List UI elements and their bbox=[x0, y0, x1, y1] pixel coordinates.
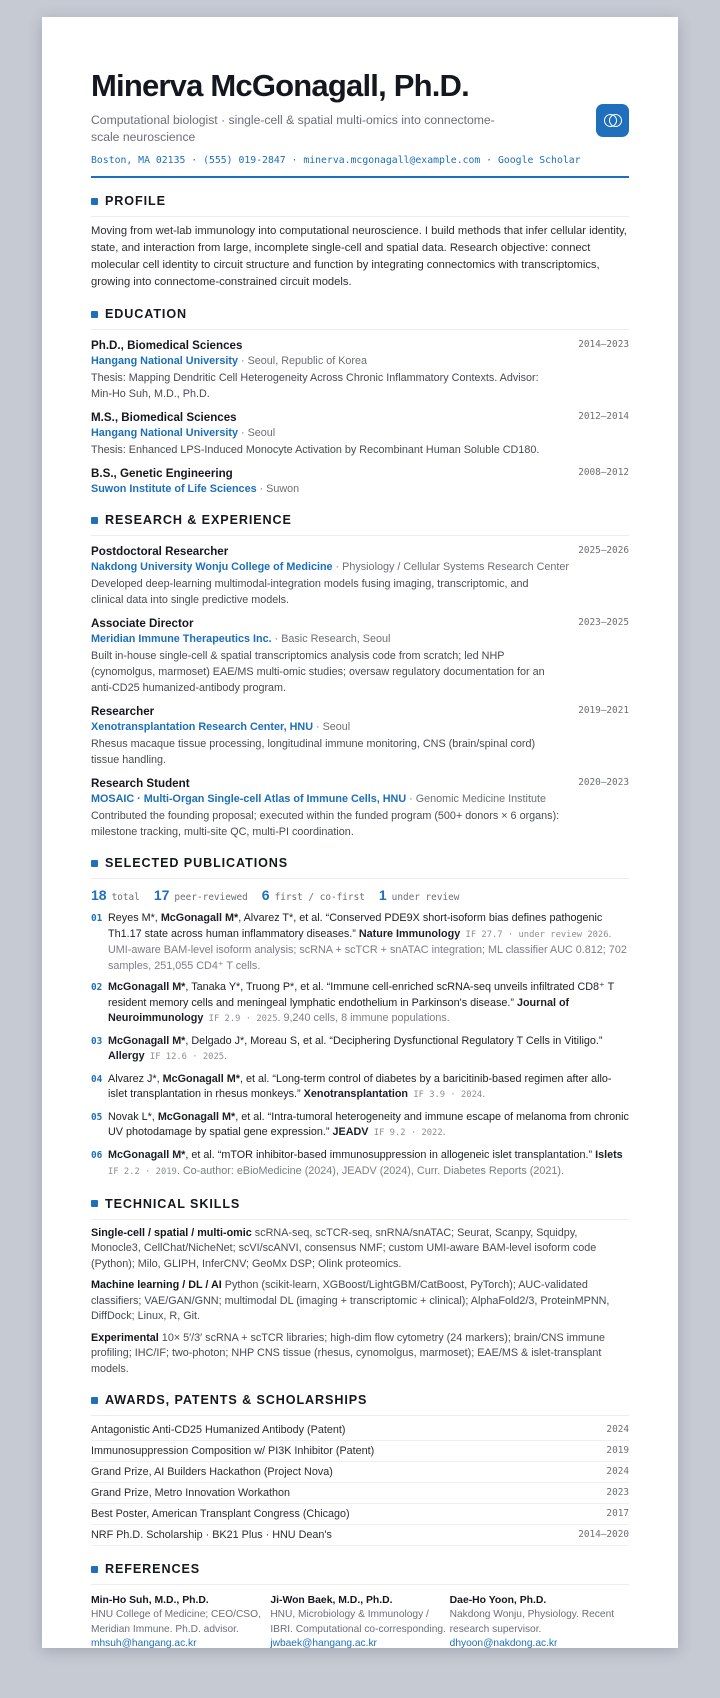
reference-name: Min-Ho Suh, M.D., Ph.D. bbox=[91, 1595, 209, 1606]
research-entry bbox=[91, 776, 629, 840]
section-header bbox=[91, 1559, 629, 1585]
institution-name[interactable]: MOSAIC · Multi-Organ Single-cell Atlas of Immune Cells, HNU bbox=[91, 793, 407, 805]
section-header bbox=[91, 1390, 629, 1416]
role-title: Postdoctoral Researcher bbox=[91, 545, 229, 558]
institution-line bbox=[91, 720, 629, 735]
author-list-start: Alvarez J*, bbox=[108, 1072, 163, 1085]
section-marker-icon bbox=[91, 1397, 98, 1404]
publication-item bbox=[91, 1148, 629, 1181]
date-range: 2025–2026 bbox=[578, 545, 629, 556]
publication-list bbox=[91, 911, 629, 1181]
institution-line bbox=[91, 560, 629, 575]
person-name: Minerva McGonagall, Ph.D. bbox=[91, 68, 469, 103]
publication-citation bbox=[108, 1110, 629, 1142]
research-entry bbox=[91, 704, 629, 768]
reference-email[interactable]: jwbaek@hangang.ac.kr bbox=[270, 1638, 377, 1649]
journal-name[interactable]: Xenotransplantation bbox=[303, 1088, 409, 1100]
reference-name: Ji-Won Baek, M.D., Ph.D. bbox=[270, 1595, 393, 1606]
author-self: McGonagall M* bbox=[160, 912, 239, 924]
section-title: REFERENCES bbox=[105, 1562, 201, 1576]
section-header bbox=[91, 510, 629, 536]
date-range: 2019–2021 bbox=[578, 705, 629, 716]
section-marker-icon bbox=[91, 517, 98, 524]
location: · Genomic Medicine Institute bbox=[406, 793, 546, 805]
institution-name[interactable]: Hangang National University bbox=[91, 355, 238, 367]
award-label: Grand Prize, AI Builders Hackathon (Project Nova) bbox=[91, 1466, 333, 1478]
publication-note: . bbox=[482, 1088, 486, 1100]
award-row bbox=[91, 1525, 629, 1546]
award-label: NRF Ph.D. Scholarship · BK21 Plus · HNU Dean's bbox=[91, 1529, 332, 1541]
institution-name[interactable]: Nakdong University Wonju College of Medicine bbox=[91, 561, 333, 573]
degree-title: B.S., Genetic Engineering bbox=[91, 467, 233, 480]
institution-name[interactable]: Meridian Immune Therapeutics Inc. bbox=[91, 633, 272, 645]
reference-email[interactable]: mhsuh@hangang.ac.kr bbox=[91, 1638, 197, 1649]
author-self: McGonagall M* bbox=[108, 981, 186, 993]
reference-card bbox=[450, 1593, 629, 1652]
reference-list bbox=[91, 1593, 629, 1652]
research-entry bbox=[91, 544, 629, 608]
section-marker-icon bbox=[91, 1200, 98, 1207]
location: · Physiology / Cellular Systems Research Center bbox=[332, 561, 569, 573]
education-section bbox=[91, 304, 629, 497]
citation-title: , Delgado J*, Moreau S, et al. “Deciphering Dysfunctional Regulatory T Cells in Vitiligo.” bbox=[185, 1034, 603, 1047]
section-title: RESEARCH & EXPERIENCE bbox=[105, 513, 292, 527]
impact-factor: IF 12.6 · 2025 bbox=[144, 1052, 225, 1062]
education-entry bbox=[91, 410, 629, 458]
stat-label: under review bbox=[391, 892, 460, 903]
award-row bbox=[91, 1483, 629, 1504]
institution-name[interactable]: Xenotransplantation Research Center, HNU bbox=[91, 721, 313, 733]
skill-row bbox=[91, 1278, 629, 1325]
skill-text: Python (scikit-learn, XGBoost/LightGBM/CatBoost, PyTorch); AUC-validated classifiers; VAE/GAN/GNN; multimodal DL (imaging + transcriptomic + clinical); AlphaFold2/3, ProteinMPNN, DiffDock; Linux, R, Git. bbox=[91, 1279, 610, 1322]
institution-line bbox=[91, 792, 629, 807]
date-range: 2014–2023 bbox=[578, 339, 629, 350]
institution-name[interactable]: Suwon Institute of Life Sciences bbox=[91, 483, 257, 495]
journal-name[interactable]: Allergy bbox=[108, 1050, 145, 1062]
thesis-text: Thesis: Enhanced LPS-Induced Monocyte Activation by Recombinant Human Soluble CD180. bbox=[91, 444, 540, 456]
publication-number: 01 bbox=[91, 913, 103, 924]
role-title: Researcher bbox=[91, 705, 155, 718]
section-header bbox=[91, 853, 629, 879]
skill-row bbox=[91, 1226, 629, 1273]
award-year: 2024 bbox=[606, 1466, 629, 1477]
section-title: AWARDS, PATENTS & SCHOLARSHIPS bbox=[105, 1393, 368, 1407]
skill-row bbox=[91, 1331, 629, 1378]
reference-affiliation: HNU College of Medicine; CEO/CSO, Meridian Immune. Ph.D. advisor. bbox=[91, 1609, 261, 1635]
location: · Seoul bbox=[313, 721, 351, 733]
education-entry bbox=[91, 466, 629, 497]
section-title: PROFILE bbox=[105, 194, 166, 208]
thesis-text: Thesis: Mapping Dendritic Cell Heterogeneity Across Chronic Inflammatory Contexts. Advisor: Min-Ho Suh, M.D., Ph.D. bbox=[91, 372, 539, 400]
publication-citation bbox=[108, 1148, 629, 1181]
publication-stats bbox=[91, 887, 629, 905]
role-description: Developed deep-learning multimodal-integration models fusing imaging, transcriptomic, and clinical data into single predictive models. bbox=[91, 578, 529, 606]
date-range: 2012–2014 bbox=[578, 411, 629, 422]
section-title: TECHNICAL SKILLS bbox=[105, 1196, 241, 1211]
impact-factor: IF 3.9 · 2024 bbox=[408, 1090, 483, 1100]
impact-factor: IF 27.7 · under review 2026 bbox=[460, 929, 609, 940]
stat-label: first / co-first bbox=[274, 892, 365, 903]
institution-name[interactable]: Hangang National University bbox=[91, 427, 238, 439]
journal-name[interactable]: Journal of Neuroimmunology bbox=[108, 996, 570, 1024]
journal-name[interactable]: Nature Immunology bbox=[358, 927, 461, 940]
awards-section bbox=[91, 1390, 629, 1546]
contact-line[interactable]: Boston, MA 02135 · (555) 019-2847 · minerva.mcgonagall@example.com · Google Scholar bbox=[91, 155, 581, 166]
date-range: 2020–2023 bbox=[578, 777, 629, 788]
citation-title: , et al. “Intra-tumoral heterogeneity and immune escape of melanoma from chronic UV photodamage by spatial gene expression.” bbox=[108, 1110, 629, 1138]
references-section bbox=[91, 1559, 629, 1652]
role-description: Contributed the founding proposal; executed within the funded program (500+ donors × 6 organs): milestone tracking, multi-site QC, multi-PI coordination. bbox=[91, 810, 560, 838]
section-title: SELECTED PUBLICATIONS bbox=[105, 856, 289, 870]
interlocking-rings-icon bbox=[596, 104, 629, 137]
institution-line bbox=[91, 482, 629, 497]
stat-number: 17 bbox=[153, 887, 170, 903]
stat-label: total bbox=[111, 892, 140, 903]
stat-number: 1 bbox=[378, 887, 387, 903]
location: · Seoul bbox=[238, 427, 276, 439]
research-section bbox=[91, 510, 629, 840]
publication-note: . bbox=[224, 1050, 228, 1062]
author-list-start: Reyes M*, bbox=[108, 912, 161, 924]
award-year: 2019 bbox=[606, 1445, 629, 1456]
degree-title: Ph.D., Biomedical Sciences bbox=[91, 339, 243, 352]
section-header bbox=[91, 191, 629, 217]
impact-factor: IF 2.2 · 2019 bbox=[108, 1167, 177, 1177]
award-year: 2017 bbox=[606, 1508, 629, 1519]
award-list bbox=[91, 1420, 629, 1546]
section-marker-icon bbox=[91, 860, 98, 867]
location: · Seoul, Republic of Korea bbox=[238, 355, 368, 367]
section-marker-icon bbox=[91, 1566, 98, 1573]
citation-title: , Tanaka Y*, Truong P*, et al. “Immune cell-enriched scRNA-seq unveils infiltrated CD8⁺ T resident memory cells and meningeal lymphatic endothelium in Parkinson's disease.” bbox=[108, 981, 614, 1009]
author-list-start: Novak L*, bbox=[108, 1110, 158, 1123]
skill-text: scRNA-seq, scTCR-seq, snRNA/snATAC; Seurat, Scanpy, Squidpy, Monocle3, CellChat/NicheNet; scVI/scANVI, consensus NMF; custom UMI-aware BAM-level isoform code (Python); Milo, GLIPH, InferCNV; GeoMx DSP; Olink proteomics. bbox=[91, 1226, 597, 1270]
publication-citation bbox=[108, 911, 629, 974]
resume-content bbox=[91, 67, 629, 1652]
skill-text: 10× 5′/3′ scRNA + scTCR libraries; high-dim flow cytometry (24 markers); brain/CNS immune profiling; IHC/IF; two-photon; NHP CNS tissue (rhesus, cynomolgus, marmoset); EAE/MS & islet-transplant models. bbox=[91, 1331, 606, 1375]
role-title: Research Student bbox=[91, 777, 190, 790]
award-year: 2014–2020 bbox=[578, 1529, 629, 1540]
skill-category: Single-cell / spatial / multi-omic bbox=[91, 1226, 252, 1239]
education-list bbox=[91, 338, 629, 497]
skills-section bbox=[91, 1194, 629, 1378]
header-rule bbox=[91, 176, 629, 178]
award-label: Best Poster, American Transplant Congress (Chicago) bbox=[91, 1508, 350, 1520]
impact-factor: IF 2.9 · 2025 bbox=[203, 1014, 278, 1024]
section-header bbox=[91, 304, 629, 330]
citation-title: , et al. “Long-term control of diabetes by a baricitinib-based regimen after allo-islet transplantation in rhesus monkeys.” bbox=[108, 1072, 612, 1100]
institution-line bbox=[91, 426, 629, 441]
degree-title: M.S., Biomedical Sciences bbox=[91, 411, 237, 424]
publication-number: 06 bbox=[91, 1149, 103, 1161]
date-range: 2008–2012 bbox=[578, 467, 629, 478]
award-label: Antagonistic Anti-CD25 Humanized Antibody (Patent) bbox=[91, 1424, 346, 1436]
role-description: Rhesus macaque tissue processing, longitudinal immune monitoring, CNS (brain/spinal cord) tissue handling. bbox=[91, 738, 536, 766]
stat-number: 6 bbox=[261, 887, 270, 903]
publication-number: 04 bbox=[91, 1073, 103, 1085]
award-row bbox=[91, 1441, 629, 1462]
journal-name[interactable]: Islets bbox=[595, 1148, 623, 1161]
publication-number: 03 bbox=[91, 1035, 103, 1047]
publications-section bbox=[91, 853, 629, 1181]
publication-citation bbox=[108, 1072, 629, 1104]
research-list bbox=[91, 544, 629, 840]
header bbox=[91, 67, 629, 178]
publication-number: 02 bbox=[91, 982, 103, 993]
resume-page bbox=[42, 17, 678, 1648]
skill-list bbox=[91, 1226, 629, 1378]
publication-number: 05 bbox=[91, 1111, 103, 1123]
award-label: Immunosuppression Composition w/ PI3K Inhibitor (Patent) bbox=[91, 1445, 375, 1457]
education-entry bbox=[91, 338, 629, 402]
section-marker-icon bbox=[91, 311, 98, 318]
tagline: Computational biologist · single-cell & spatial multi-omics into connectome-scale neuroscience bbox=[91, 113, 495, 144]
institution-line bbox=[91, 354, 629, 369]
citation-title: , Alvarez T*, et al. “Conserved PDE9X short-isoform bias defines pathogenic Th1.17 state across human inflammatory diseases.” bbox=[108, 912, 603, 940]
reference-card bbox=[270, 1593, 449, 1652]
publication-note: . Co-author: eBioMedicine (2024), JEADV (2024), Curr. Diabetes Reports (2021). bbox=[176, 1165, 564, 1177]
publication-item bbox=[91, 911, 629, 974]
publication-item bbox=[91, 1034, 629, 1066]
author-self: McGonagall M* bbox=[157, 1110, 236, 1123]
stat-number: 18 bbox=[91, 887, 107, 903]
publication-item bbox=[91, 1072, 629, 1104]
section-header bbox=[91, 1194, 629, 1220]
profile-section bbox=[91, 191, 629, 291]
publication-note: . UMI-aware BAM-level isoform analysis; scRNA + scTCR + snATAC integration; ML classifier AUC 0.812; 702 samples, 251,055 CD4⁺ T cells. bbox=[108, 927, 627, 972]
role-title: Associate Director bbox=[91, 617, 194, 630]
author-self: McGonagall M* bbox=[108, 1034, 186, 1047]
reference-email[interactable]: dhyoon@nakdong.ac.kr bbox=[449, 1638, 558, 1649]
skill-category: Experimental bbox=[91, 1331, 159, 1344]
location: · Suwon bbox=[256, 483, 300, 495]
reference-affiliation: HNU, Microbiology & Immunology / IBRI. Computational co-corresponding. bbox=[270, 1609, 446, 1635]
role-description: Built in-house single-cell & spatial transcriptomics analysis code from scratch; led NHP (cynomolgus, marmoset) EAE/MS multi-omic studies; oversaw regulatory documentation for an anti-CD25 humanized-antibody program. bbox=[91, 650, 545, 694]
institution-line bbox=[91, 632, 629, 647]
reference-affiliation: Nakdong Wonju, Physiology. Recent research supervisor. bbox=[449, 1609, 615, 1635]
journal-name[interactable]: JEADV bbox=[332, 1126, 369, 1138]
skill-category: Machine learning / DL / AI bbox=[91, 1279, 222, 1291]
publication-note: . bbox=[442, 1126, 446, 1138]
publication-item bbox=[91, 980, 629, 1028]
award-row bbox=[91, 1462, 629, 1483]
citation-title: , et al. “mTOR inhibitor-based immunosuppression in allogeneic islet transplantation.” bbox=[185, 1148, 596, 1161]
award-row bbox=[91, 1420, 629, 1441]
research-entry bbox=[91, 616, 629, 696]
stat-label: peer-reviewed bbox=[174, 892, 248, 903]
author-self: McGonagall M* bbox=[108, 1148, 186, 1161]
publication-citation bbox=[108, 980, 629, 1028]
section-marker-icon bbox=[91, 198, 98, 205]
reference-card bbox=[91, 1593, 270, 1652]
award-year: 2023 bbox=[606, 1487, 629, 1498]
award-row bbox=[91, 1504, 629, 1525]
award-label: Grand Prize, Metro Innovation Workathon bbox=[91, 1487, 291, 1499]
location: · Basic Research, Seoul bbox=[271, 633, 391, 645]
award-year: 2024 bbox=[606, 1424, 629, 1435]
date-range: 2023–2025 bbox=[578, 617, 629, 628]
profile-text: Moving from wet-lab immunology into computational neuroscience. I build methods that infer cellular identity, state, and interaction from large, incomplete single-cell and spatial data. Research objective: connect molecular cell identity to circuit structure and function by integrating connectomics with transcriptomics, growing into connectome-constrained circuit models. bbox=[91, 225, 627, 288]
reference-name: Dae-Ho Yoon, Ph.D. bbox=[449, 1595, 547, 1606]
publication-citation bbox=[108, 1034, 629, 1066]
impact-factor: IF 9.2 · 2022 bbox=[368, 1128, 443, 1138]
publication-item bbox=[91, 1110, 629, 1142]
section-title: EDUCATION bbox=[105, 307, 188, 321]
publication-note: . 9,240 cells, 8 immune populations. bbox=[277, 1012, 450, 1024]
author-self: McGonagall M* bbox=[162, 1072, 240, 1085]
